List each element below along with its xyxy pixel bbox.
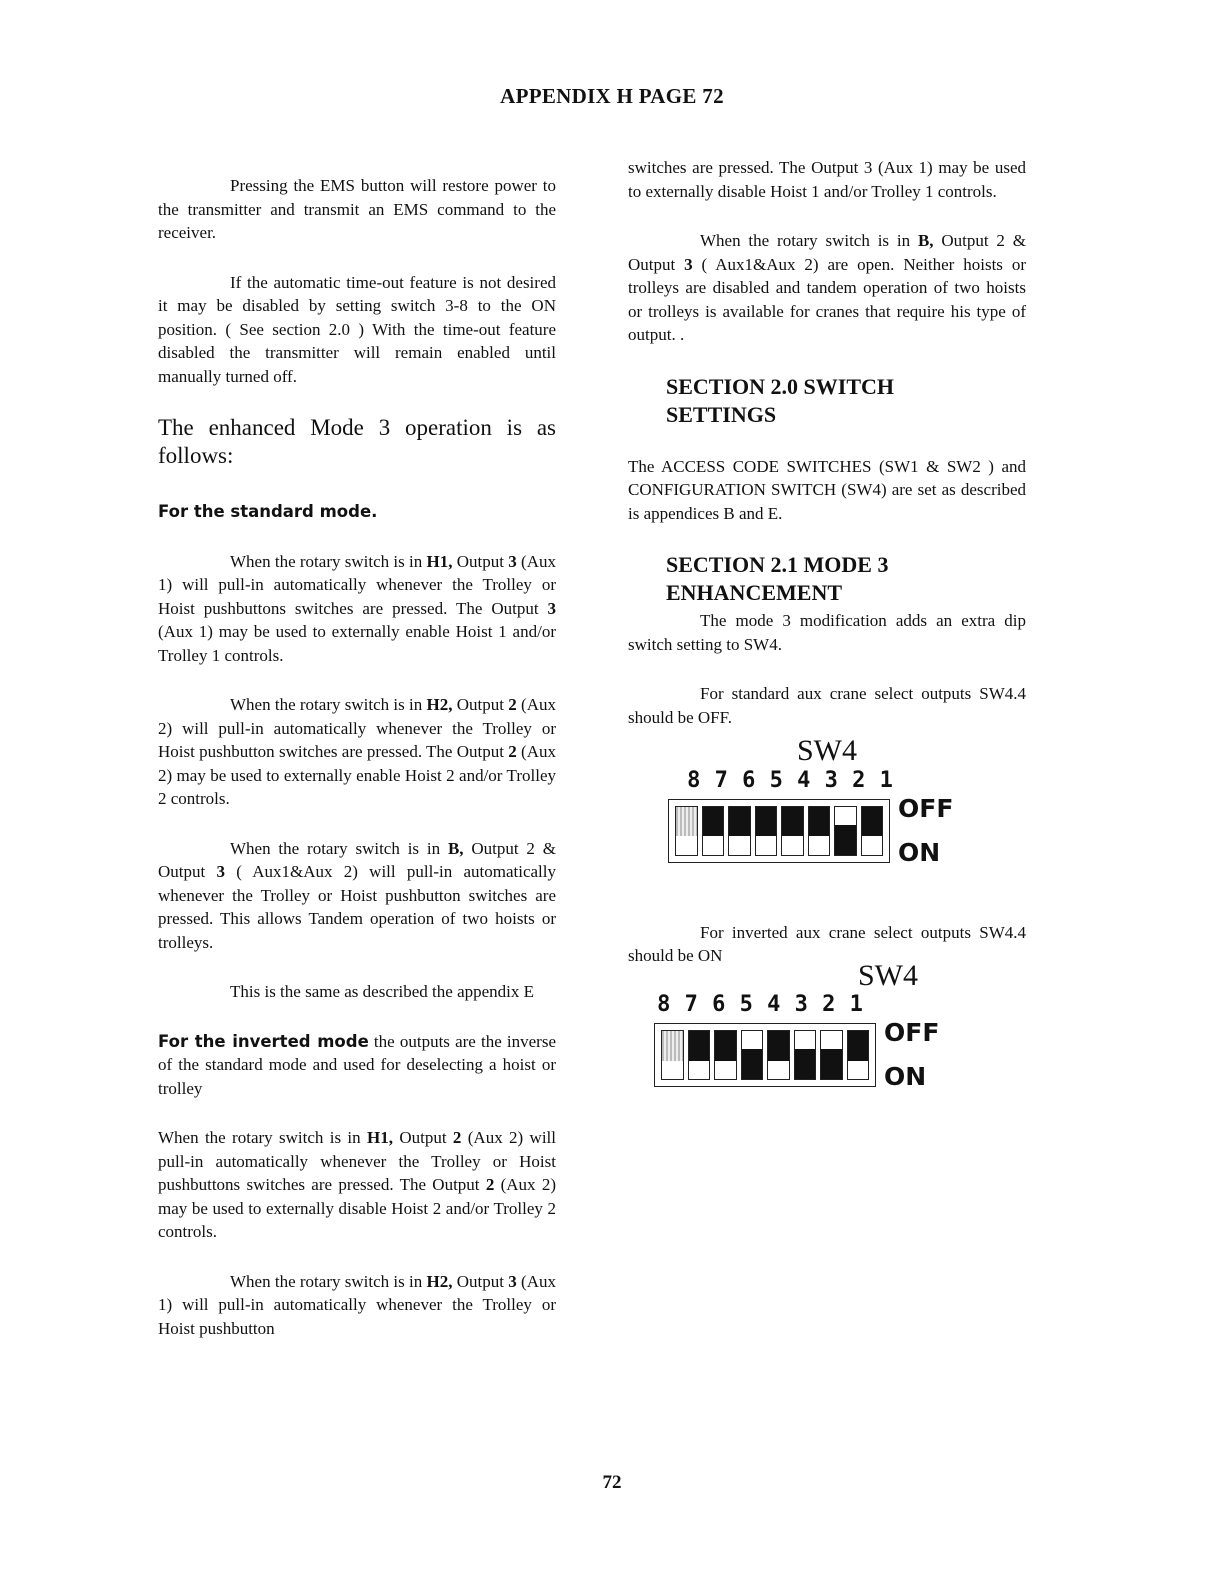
paragraph-standard-select: For standard aux crane select outputs SW4.4 should be OFF. bbox=[628, 684, 1026, 727]
dip2-number: 6 bbox=[712, 992, 726, 1017]
section-2-0-heading: SECTION 2.0 SWITCH SETTINGS bbox=[666, 373, 895, 427]
dip2-switch-knob bbox=[848, 1031, 869, 1061]
dip1-on-label: ON bbox=[898, 837, 941, 867]
dip1-switch-knob bbox=[782, 807, 803, 837]
paragraph-inverted-select: For inverted aux crane select outputs SW4.4 should be ON bbox=[628, 922, 1026, 965]
page-header: APPENDIX H PAGE 72 bbox=[500, 84, 724, 108]
dip2-switch-8 bbox=[661, 1030, 684, 1080]
dip1-title: SW4 bbox=[797, 734, 857, 767]
dip2-switch-knob bbox=[768, 1031, 789, 1061]
dip1-number: 7 bbox=[714, 767, 728, 793]
dip1-number: 8 bbox=[687, 767, 701, 793]
paragraph-standard-h1: When the rotary switch is in H1, Output 3 (Aux 1) will pull-in automatically whenever the Trolley or Hoist pushbuttons switches are pressed. The Output 3 (Aux 1) may be used to externally enable Hoist 1 and/or Trolley 1 controls. bbox=[158, 551, 556, 665]
right-column bbox=[628, 156, 1026, 1095]
dip1-number: 5 bbox=[769, 767, 783, 793]
paragraph-same-as-appendix: This is the same as described the appendix E bbox=[230, 982, 535, 1001]
dip2-on-label: ON bbox=[884, 1062, 927, 1091]
dip1-switch-knob bbox=[835, 825, 856, 855]
dip1-switch-8 bbox=[675, 806, 698, 856]
dip2-number: 5 bbox=[739, 992, 753, 1017]
dip2-number: 1 bbox=[849, 992, 863, 1017]
page-number: 72 bbox=[602, 1472, 622, 1493]
paragraph-standard-h2: When the rotary switch is in H2, Output 2 (Aux 2) will pull-in automatically whenever the Trolley or Hoist pushbutton switches are pressed. The Output 2 (Aux 2) may be used to externally enable Hoist 2 and/or Trolley 2 controls. bbox=[158, 695, 556, 808]
dip2-number: 8 bbox=[657, 992, 671, 1017]
dip1-off-label: OFF bbox=[898, 793, 954, 823]
paragraph-inverted-b: When the rotary switch is in B, Output 2 & Output 3 ( Aux1&Aux 2) are open. Neither hoists or trolleys are disabled and tandem operation of two hoists or trolleys is available for cranes that require his type of output. . bbox=[628, 231, 1026, 344]
dip2-switch-6 bbox=[714, 1030, 737, 1080]
paragraph-ems: Pressing the EMS button will restore power to the transmitter and transmit an EMS command to the receiver. bbox=[158, 176, 556, 242]
dip1-switch-3 bbox=[808, 806, 831, 856]
paragraph-enhanced-intro: The enhanced Mode 3 operation is as follows: bbox=[158, 415, 556, 468]
paragraph-timeout: If the automatic time-out feature is not desired it may be disabled by setting switch 3-8 to the ON position. ( See section 2.0 ) With the time-out feature disabled the transmitter will remain enabled until manually turned off. bbox=[158, 272, 556, 386]
dip1-number: 4 bbox=[797, 767, 811, 793]
dip1-switch-knob bbox=[729, 807, 750, 837]
paragraph-standard-b: When the rotary switch is in B, Output 2 & Output 3 ( Aux1&Aux 2) will pull-in automatically whenever the Trolley or Hoist pushbutton switches are pressed. This allows Tandem operation of two hoists or trolleys. bbox=[158, 838, 556, 952]
paragraph-inverted-h2: When the rotary switch is in H2, Output 3 (Aux 1) will pull-in automatically whenever the Trolley or Hoist pushbutton bbox=[158, 1271, 556, 1338]
dip2-switch-2 bbox=[820, 1030, 843, 1080]
dip2-switch-4 bbox=[767, 1030, 790, 1080]
dip1-switch-6 bbox=[728, 806, 751, 856]
paragraph-inverted-h1: When the rotary switch is in H1, Output 2 (Aux 2) will pull-in automatically whenever the Trolley or Hoist pushbuttons switches are pressed. The Output 2 (Aux 2) may be used to externally disable Hoist 2 and/or Trolley 2 controls. bbox=[158, 1128, 556, 1241]
dip2-switch-1 bbox=[847, 1030, 870, 1080]
dip2-title: SW4 bbox=[858, 958, 918, 992]
paragraph-access-code: The ACCESS CODE SWITCHES (SW1 & SW2 ) and CONFIGURATION SWITCH (SW4) are set as described is appendices B and E. bbox=[628, 456, 1026, 523]
dip2-switch-3 bbox=[794, 1030, 817, 1080]
dip1-numbers bbox=[680, 769, 900, 793]
dip1-switch-1 bbox=[861, 806, 884, 856]
dip2-switch-knob bbox=[715, 1031, 736, 1061]
dip-switch-inverted bbox=[614, 993, 1026, 1095]
dip2-off-label: OFF bbox=[884, 1018, 940, 1047]
dip2-number: 3 bbox=[794, 992, 808, 1017]
dip2-switch-7 bbox=[688, 1030, 711, 1080]
section-2-1-heading: SECTION 2.1 MODE 3 ENHANCEMENT bbox=[666, 552, 889, 605]
dip2-switch-knob bbox=[689, 1031, 710, 1061]
dip-switch-standard bbox=[628, 769, 1026, 871]
paragraph-mode3-mod: The mode 3 modification adds an extra dip switch setting to SW4. bbox=[628, 611, 1026, 654]
dip1-switch-knob bbox=[676, 807, 697, 837]
dip1-number: 1 bbox=[879, 767, 893, 793]
dip1-switch-4 bbox=[781, 806, 804, 856]
dip1-number: 6 bbox=[742, 767, 756, 793]
dip1-switch-knob bbox=[809, 807, 830, 837]
dip2-switch-knob bbox=[662, 1031, 683, 1061]
dip1-switch-7 bbox=[702, 806, 725, 856]
dip2-number: 2 bbox=[822, 992, 836, 1017]
dip2-number: 4 bbox=[767, 992, 781, 1017]
dip1-number: 3 bbox=[824, 767, 838, 793]
dip2-number: 7 bbox=[684, 992, 698, 1017]
dip1-switch-knob bbox=[862, 807, 883, 837]
dip1-number: 2 bbox=[852, 767, 866, 793]
dip2-switch-knob bbox=[795, 1049, 816, 1079]
dip1-switch-knob bbox=[703, 807, 724, 837]
dip2-switch-knob bbox=[821, 1049, 842, 1079]
paragraph-inverted-continued: switches are pressed. The Output 3 (Aux 1) may be used to externally disable Hoist 1 and/or Trolley 1 controls. bbox=[628, 158, 1026, 201]
dip2-switch-bank bbox=[654, 1023, 876, 1087]
dip2-switch-knob bbox=[742, 1049, 763, 1079]
dip2-numbers bbox=[650, 993, 870, 1017]
heading-standard-mode: For the standard mode. bbox=[158, 502, 378, 521]
paragraph-inverted-mode: For the inverted mode the outputs are the inverse of the standard mode and used for deselecting a hoist or trolley bbox=[158, 1031, 556, 1098]
left-column bbox=[158, 174, 556, 1366]
dip1-switch-bank bbox=[668, 799, 890, 863]
dip1-switch-2 bbox=[834, 806, 857, 856]
dip1-switch-5 bbox=[755, 806, 778, 856]
dip2-switch-5 bbox=[741, 1030, 764, 1080]
dip1-switch-knob bbox=[756, 807, 777, 837]
